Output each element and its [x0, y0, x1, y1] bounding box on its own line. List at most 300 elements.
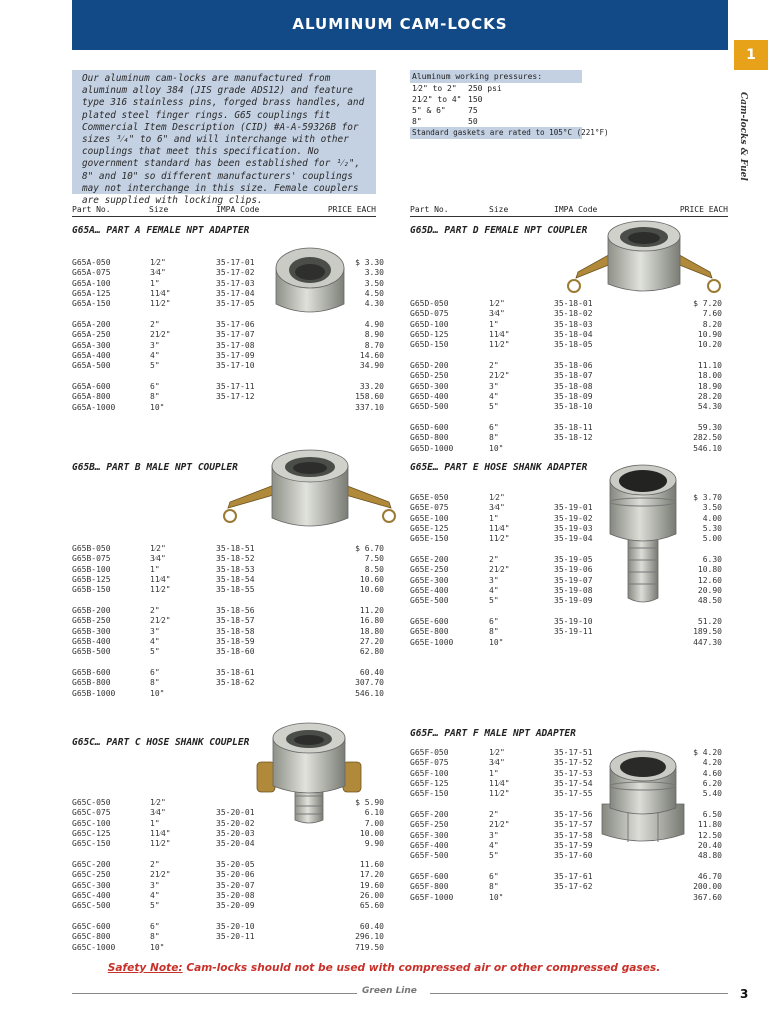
pressure-value: 50: [468, 117, 478, 126]
price: 33.20: [359, 382, 384, 391]
pressure-value: 150: [468, 95, 483, 104]
part-number: G65A-100: [72, 278, 111, 288]
table-row: [72, 870, 384, 880]
table-row: [72, 554, 384, 564]
price: 11.10: [697, 361, 722, 370]
price: 10.60: [359, 574, 384, 584]
impa-code: 35-18-01: [554, 299, 593, 308]
price: 10.90: [697, 329, 722, 339]
part-number: G65C-075: [72, 808, 111, 818]
part-number: G65E-125: [410, 523, 449, 533]
size: 3": [489, 830, 499, 840]
table-row: [72, 943, 384, 953]
part-number: G65C-250: [72, 870, 111, 880]
size: 5": [489, 596, 499, 606]
size: 3": [150, 340, 160, 350]
part-number: G65A-300: [72, 340, 111, 350]
price: 447.30: [693, 637, 722, 647]
impa-code: 35-19-03: [554, 523, 593, 533]
impa-code: 35-17-51: [554, 748, 593, 757]
table-row: [72, 330, 384, 340]
table-row: [410, 444, 722, 454]
price: $ 4.20: [693, 748, 722, 757]
size: 1⁄2": [489, 748, 505, 757]
part-number: G65F-600: [410, 872, 449, 881]
impa-code: 35-17-54: [554, 778, 593, 788]
size: 21⁄2": [489, 820, 510, 830]
impa-code: 35-18-61: [216, 668, 255, 677]
size: 2": [150, 606, 160, 615]
size: 3⁄4": [150, 268, 166, 278]
col-impa: IMPA Code: [216, 205, 260, 214]
table-row: [410, 872, 722, 882]
part-number: G65A-800: [72, 392, 111, 402]
part-number: G65B-1000: [72, 688, 116, 698]
part-number: G65F-050: [410, 748, 449, 757]
price: 6.10: [364, 808, 384, 818]
column-header-left: [72, 205, 376, 217]
price: 4.90: [364, 320, 384, 329]
price: 28.20: [697, 391, 722, 401]
price: 10.00: [359, 828, 384, 838]
part-number: G65E-200: [410, 555, 449, 564]
table-row: [72, 860, 384, 870]
size: 3⁄4": [150, 808, 166, 818]
part-number: G65D-400: [410, 391, 449, 401]
size: 8": [150, 392, 160, 402]
section-title-g65c: G65C… PART C HOSE SHANK COUPLER: [72, 737, 250, 748]
price: 6.30: [702, 555, 722, 564]
impa-code: 35-17-53: [554, 768, 593, 778]
part-number: G65E-800: [410, 627, 449, 637]
table-row: [410, 851, 722, 861]
impa-code: 35-18-62: [216, 678, 255, 688]
size: 2": [489, 361, 499, 370]
part-number: G65A-150: [72, 299, 111, 309]
part-number: G65B-150: [72, 585, 111, 595]
table-row: [72, 606, 384, 616]
price: $ 3.70: [693, 493, 722, 502]
part-number: G65D-500: [410, 402, 449, 412]
impa-code: 35-18-12: [554, 433, 593, 443]
price: $ 6.70: [355, 544, 384, 553]
table-row: [410, 320, 722, 330]
part-number: G65A-1000: [72, 402, 116, 412]
part-number: G65F-125: [410, 778, 449, 788]
price: 7.00: [364, 818, 384, 828]
price: 10.80: [697, 565, 722, 575]
impa-code: 35-18-07: [554, 371, 593, 381]
impa-code: 35-20-05: [216, 860, 255, 869]
impa-code: 35-20-02: [216, 818, 255, 828]
pressure-size: 8": [412, 117, 422, 126]
table-row: [410, 893, 722, 903]
price: 7.50: [364, 554, 384, 564]
size: 11⁄4": [150, 828, 171, 838]
size: 4": [489, 585, 499, 595]
part-number: G65E-250: [410, 565, 449, 575]
table-row: [410, 627, 722, 637]
size: 10": [150, 688, 165, 698]
part-number: G65F-500: [410, 851, 449, 861]
part-number: G65B-600: [72, 668, 111, 677]
table-row: [72, 922, 384, 932]
impa-code: 35-18-52: [216, 554, 255, 564]
part-number: G65D-250: [410, 371, 449, 381]
col-price: PRICE EACH: [327, 205, 376, 214]
pressure-row: [410, 116, 582, 127]
size: 1": [150, 278, 160, 288]
size: 6": [489, 423, 499, 432]
impa-code: 35-17-01: [216, 258, 255, 267]
price: 12.50: [697, 830, 722, 840]
part-number: G65F-300: [410, 830, 449, 840]
table-row: [410, 371, 722, 381]
part-number: G65D-300: [410, 381, 449, 391]
size: 21⁄2": [489, 371, 510, 381]
table-row: [410, 423, 722, 433]
col-price: PRICE EACH: [679, 205, 728, 214]
title-banner: [72, 0, 728, 50]
pressure-size: 5" & 6": [412, 106, 446, 115]
price: 719.50: [355, 942, 384, 952]
impa-code: 35-17-57: [554, 820, 593, 830]
impa-code: 35-18-51: [216, 544, 255, 553]
size: 11⁄2": [150, 839, 171, 849]
impa-code: 35-19-05: [554, 555, 593, 564]
price: 158.60: [355, 392, 384, 402]
part-number: G65D-075: [410, 309, 449, 319]
part-number: G65C-200: [72, 860, 111, 869]
part-number: G65C-500: [72, 901, 111, 911]
size: 1": [150, 818, 160, 828]
part-number: G65C-600: [72, 922, 111, 931]
price: 8.20: [702, 319, 722, 329]
size: 2": [150, 860, 160, 869]
part-number: G65C-125: [72, 828, 111, 838]
size: 6": [150, 668, 160, 677]
price: 11.20: [359, 606, 384, 615]
part-b-male-coupler-image: [222, 446, 397, 532]
price: 48.80: [697, 851, 722, 861]
part-number: G65B-300: [72, 626, 111, 636]
part-number: G65A-400: [72, 350, 111, 360]
table-row: [72, 575, 384, 585]
section-title-g65e: G65E… PART E HOSE SHANK ADAPTER: [410, 462, 588, 473]
impa-code: 35-19-06: [554, 565, 593, 575]
impa-code: 35-19-01: [554, 503, 593, 513]
section-title-g65f: G65F… PART F MALE NPT ADAPTER: [410, 728, 576, 739]
part-number: G65E-500: [410, 596, 449, 606]
price: 9.90: [364, 839, 384, 849]
size: 6": [150, 922, 160, 931]
part-number: G65A-500: [72, 361, 111, 371]
col-size: Size: [489, 205, 509, 214]
table-row: [72, 382, 384, 392]
price: 11.80: [697, 820, 722, 830]
impa-code: 35-17-59: [554, 840, 593, 850]
price: 4.30: [364, 299, 384, 309]
col-part: Part No.: [72, 205, 111, 214]
size: 3⁄4": [489, 309, 505, 319]
table-row: [72, 647, 384, 657]
impa-code: 35-18-04: [554, 329, 593, 339]
size: 3": [489, 575, 499, 585]
table-row: [72, 351, 384, 361]
part-number: G65E-100: [410, 513, 449, 523]
price: 4.20: [702, 758, 722, 768]
price: 65.60: [359, 901, 384, 911]
price: 3.50: [702, 503, 722, 513]
part-number: G65B-800: [72, 678, 111, 688]
part-number: G65B-050: [72, 544, 111, 553]
impa-code: 35-17-62: [554, 882, 593, 892]
impa-code: 35-18-60: [216, 647, 255, 657]
impa-code: 35-18-09: [554, 391, 593, 401]
side-section-label: Cam-locks & Fuel: [738, 92, 748, 181]
price: 51.20: [697, 617, 722, 626]
part-number: G65B-075: [72, 554, 111, 564]
price: 10.60: [359, 585, 384, 595]
part-number: G65D-800: [410, 433, 449, 443]
price: 5.00: [702, 534, 722, 544]
part-number: G65E-300: [410, 575, 449, 585]
price: 5.40: [702, 789, 722, 799]
table-row: [410, 309, 722, 319]
price: 8.70: [364, 340, 384, 350]
part-number: G65C-050: [72, 798, 111, 807]
size: 5": [150, 647, 160, 657]
impa-code: 35-17-52: [554, 758, 593, 768]
part-number: G65D-125: [410, 329, 449, 339]
impa-code: 35-17-02: [216, 268, 255, 278]
part-number: G65E-075: [410, 503, 449, 513]
price: 296.10: [355, 932, 384, 942]
col-impa: IMPA Code: [554, 205, 598, 214]
impa-code: 35-17-58: [554, 830, 593, 840]
table-row: [72, 341, 384, 351]
price: 3.50: [364, 278, 384, 288]
section-title-g65a: G65A… PART A FEMALE NPT ADAPTER: [72, 225, 250, 236]
size: 8": [489, 627, 499, 637]
impa-code: 35-19-02: [554, 513, 593, 523]
size: 8": [489, 882, 499, 892]
table-row: [72, 637, 384, 647]
table-row: [72, 891, 384, 901]
impa-code: 35-19-08: [554, 585, 593, 595]
size: 11⁄2": [489, 534, 510, 544]
size: 3": [150, 626, 160, 636]
impa-code: 35-18-05: [554, 340, 593, 350]
impa-code: 35-17-56: [554, 810, 593, 819]
table-row: [72, 839, 384, 849]
table-row: [410, 638, 722, 648]
part-number: G65B-200: [72, 606, 111, 615]
pressure-row: [410, 105, 582, 116]
size: 1⁄2": [150, 798, 166, 807]
table-row: [72, 361, 384, 371]
impa-code: 35-18-10: [554, 402, 593, 412]
impa-code: 35-17-09: [216, 350, 255, 360]
price: 5.30: [702, 523, 722, 533]
part-number: G65F-400: [410, 840, 449, 850]
column-header-right: [410, 205, 728, 217]
impa-code: 35-20-08: [216, 890, 255, 900]
price: 20.90: [697, 585, 722, 595]
price: 4.00: [702, 513, 722, 523]
price: 60.40: [359, 922, 384, 931]
table-row: [410, 617, 722, 627]
price: 337.10: [355, 402, 384, 412]
footer-rule-left: [72, 993, 357, 994]
part-number: G65D-100: [410, 319, 449, 329]
price: 200.00: [693, 882, 722, 892]
table-row: [72, 668, 384, 678]
price: 6.20: [702, 778, 722, 788]
impa-code: 35-18-54: [216, 574, 255, 584]
table-row: [72, 616, 384, 626]
price: 18.90: [697, 381, 722, 391]
size: 10": [150, 942, 165, 952]
price: 8.50: [364, 564, 384, 574]
table-row: [410, 340, 722, 350]
impa-code: 35-17-03: [216, 278, 255, 288]
size: 21⁄2": [150, 870, 171, 880]
section-title-g65b: G65B… PART B MALE NPT COUPLER: [72, 462, 238, 473]
impa-code: 35-18-03: [554, 319, 593, 329]
size: 3⁄4": [489, 758, 505, 768]
part-number: G65B-100: [72, 564, 111, 574]
size: 6": [489, 617, 499, 626]
impa-code: 35-17-10: [216, 361, 255, 371]
part-number: G65F-150: [410, 789, 449, 799]
size: 11⁄4": [150, 574, 171, 584]
impa-code: 35-20-04: [216, 839, 255, 849]
impa-code: 35-18-55: [216, 585, 255, 595]
size: 8": [489, 433, 499, 443]
price: 19.60: [359, 880, 384, 890]
part-number: G65F-1000: [410, 892, 454, 902]
price: 12.60: [697, 575, 722, 585]
part-number: G65F-075: [410, 758, 449, 768]
impa-code: 35-20-03: [216, 828, 255, 838]
part-number: G65B-250: [72, 616, 111, 626]
table-row: [410, 330, 722, 340]
part-number: G65A-600: [72, 382, 111, 391]
col-size: Size: [149, 205, 169, 214]
price: 282.50: [693, 433, 722, 443]
price: 189.50: [693, 627, 722, 637]
part-f-male-adapter-image: [598, 748, 688, 848]
pressure-table: [410, 70, 609, 139]
price: 60.40: [359, 668, 384, 677]
impa-code: 35-19-10: [554, 617, 593, 626]
size: 4": [489, 391, 499, 401]
price: 46.70: [697, 872, 722, 881]
size: 11⁄2": [489, 340, 510, 350]
size: 10": [489, 892, 504, 902]
part-number: G65A-200: [72, 320, 111, 329]
table-row: [72, 829, 384, 839]
size: 3": [150, 880, 160, 890]
part-number: G65A-125: [72, 288, 111, 298]
impa-code: 35-20-06: [216, 870, 255, 880]
part-number: G65E-150: [410, 534, 449, 544]
pressure-size: 21⁄2" to 4": [412, 95, 462, 104]
table-row: [72, 881, 384, 891]
size: 1⁄2": [489, 299, 505, 308]
size: 8": [150, 678, 160, 688]
part-number: G65D-1000: [410, 443, 454, 453]
price: 546.10: [355, 688, 384, 698]
impa-code: 35-19-07: [554, 575, 593, 585]
size: 11⁄2": [150, 299, 171, 309]
price: $ 5.90: [355, 798, 384, 807]
impa-code: 35-18-08: [554, 381, 593, 391]
size: 10": [489, 443, 504, 453]
price: 34.90: [359, 361, 384, 371]
table-row: [72, 627, 384, 637]
size: 21⁄2": [150, 330, 171, 340]
impa-code: 35-19-11: [554, 627, 593, 637]
impa-code: 35-17-07: [216, 330, 255, 340]
price: 8.90: [364, 330, 384, 340]
impa-code: 35-18-56: [216, 606, 255, 615]
impa-code: 35-17-08: [216, 340, 255, 350]
price: 62.80: [359, 647, 384, 657]
size: 6": [489, 872, 499, 881]
price: 27.20: [359, 636, 384, 646]
part-number: G65F-250: [410, 820, 449, 830]
part-e-hose-shank-adapter-image: [602, 462, 684, 604]
col-part: Part No.: [410, 205, 449, 214]
pressure-row: [410, 94, 582, 105]
part-number: G65E-400: [410, 585, 449, 595]
table-row: [72, 689, 384, 699]
impa-code: 35-18-06: [554, 361, 593, 370]
safety-note-text: Cam-locks should not be used with compressed air or other compressed gases.: [182, 962, 661, 974]
part-number: G65D-050: [410, 299, 449, 308]
price: 14.60: [359, 350, 384, 360]
table-row: [410, 299, 722, 309]
size: 1⁄2": [489, 493, 505, 502]
size: 3⁄4": [150, 554, 166, 564]
impa-code: 35-17-55: [554, 789, 593, 799]
part-number: G65E-1000: [410, 637, 454, 647]
intro-panel: [72, 70, 376, 207]
price: $ 7.20: [693, 299, 722, 308]
table-row: [72, 901, 384, 911]
price: $ 3.30: [355, 258, 384, 267]
safety-note-lead: Safety Note:: [107, 962, 183, 974]
page-title: ALUMINUM CAM-LOCKS: [292, 15, 508, 33]
price: 18.80: [359, 626, 384, 636]
impa-code: 35-17-60: [554, 851, 593, 861]
table-row: [72, 320, 384, 330]
table-row: [410, 402, 722, 412]
part-number: G65E-050: [410, 493, 449, 502]
pressure-size: 1⁄2" to 2": [412, 84, 457, 93]
table-row: [72, 392, 384, 402]
impa-code: 35-17-06: [216, 320, 255, 329]
size: 5": [489, 851, 499, 861]
price: 367.60: [693, 892, 722, 902]
price: 20.40: [697, 840, 722, 850]
price: 16.80: [359, 616, 384, 626]
size: 10": [150, 402, 165, 412]
price: 6.50: [702, 810, 722, 819]
table-row: [72, 565, 384, 575]
